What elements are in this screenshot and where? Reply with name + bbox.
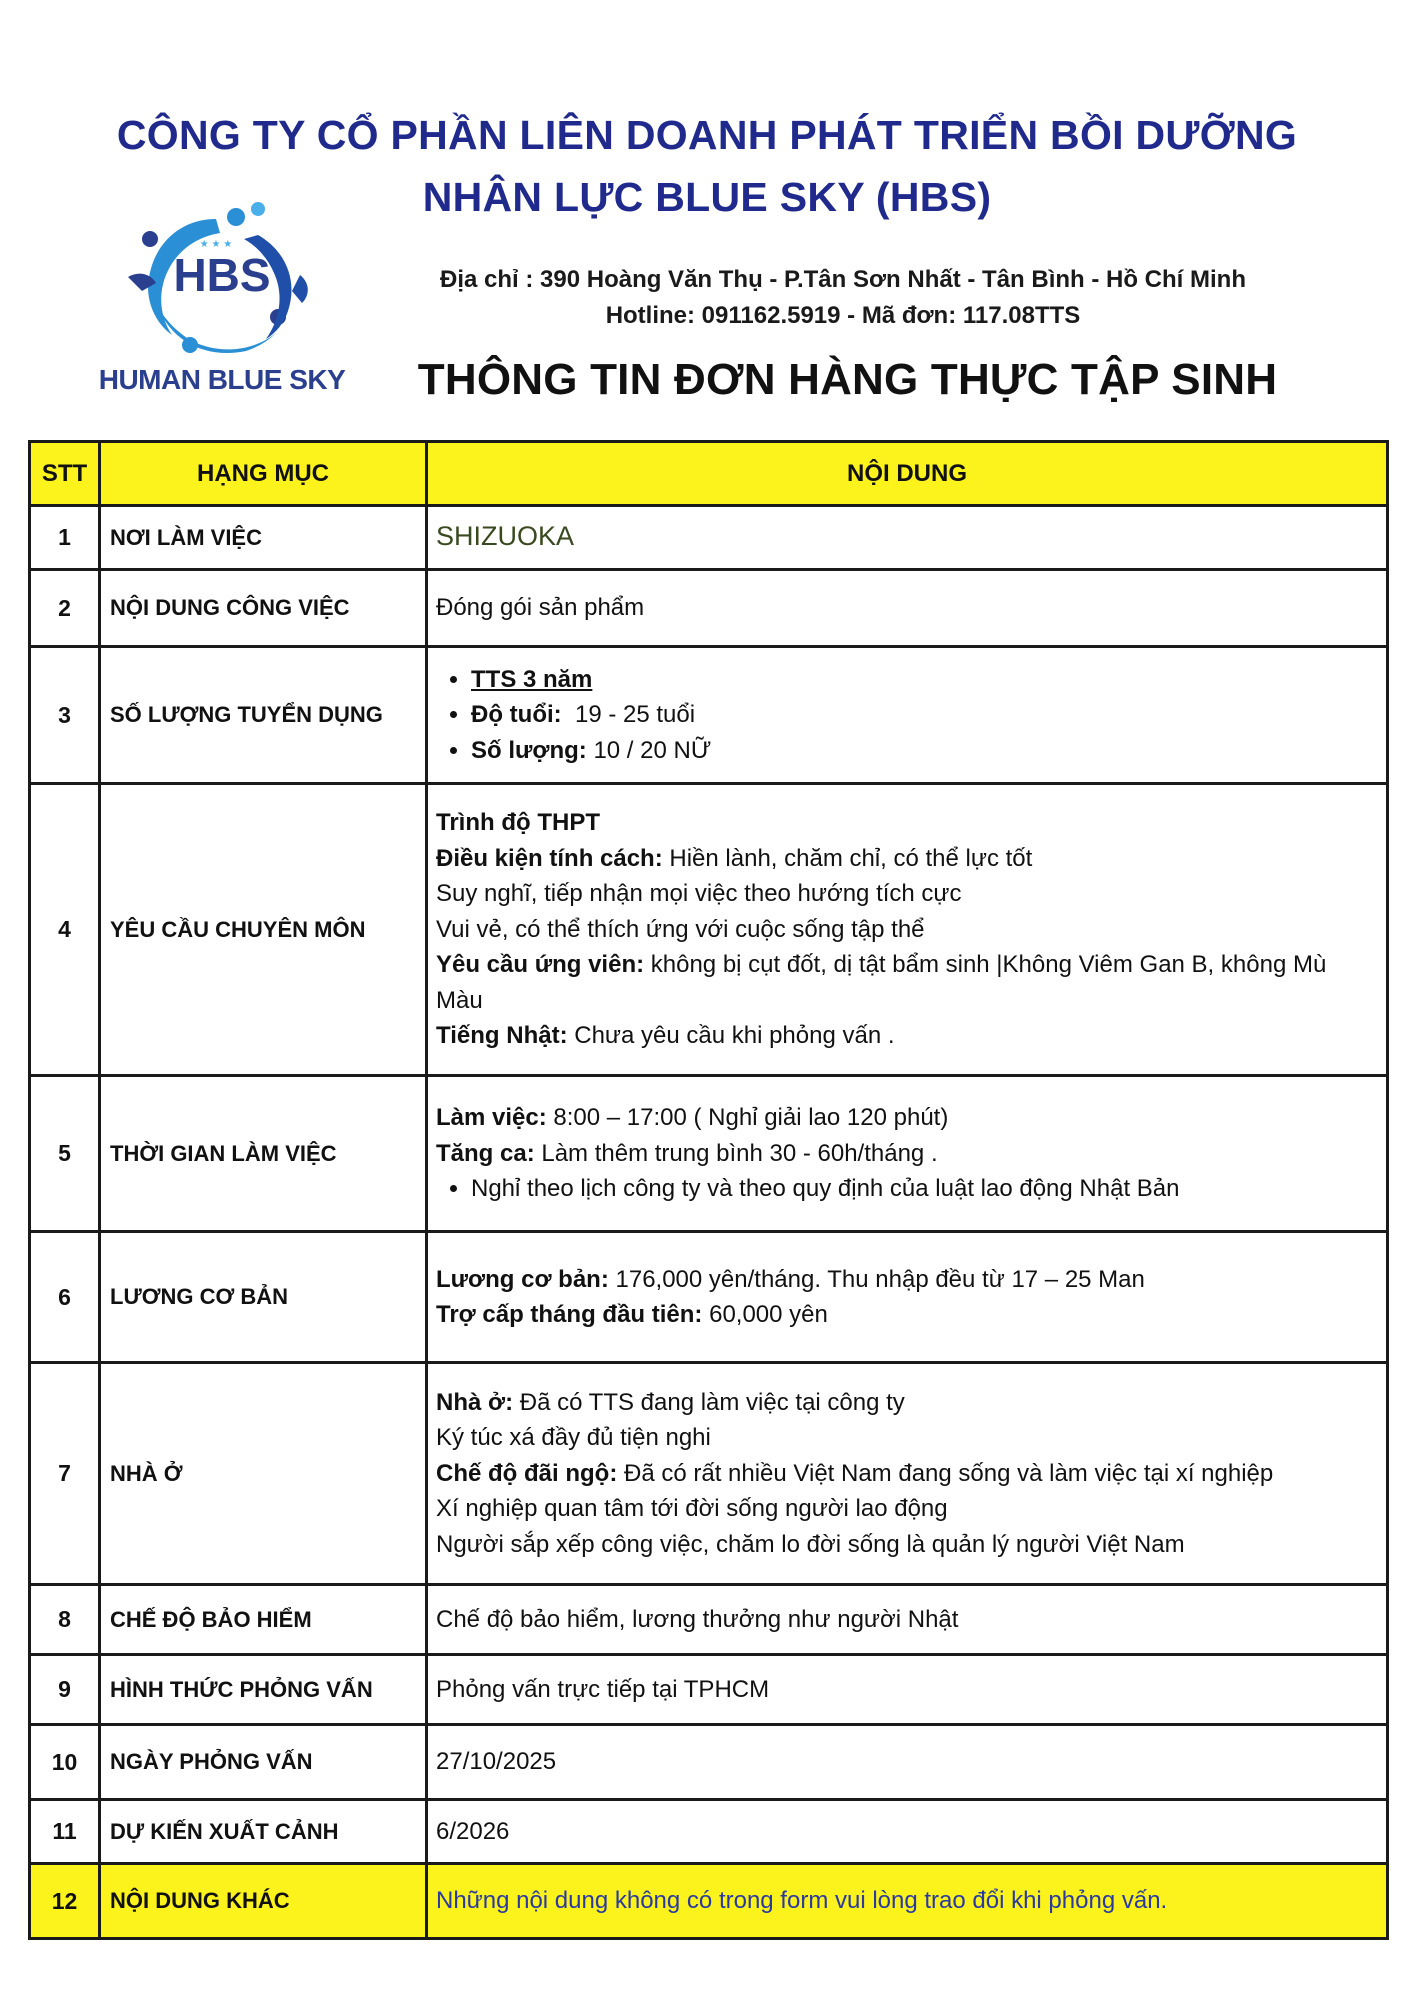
table-row [30, 1800, 1388, 1864]
table-header-row [30, 442, 1388, 506]
header-stt: STT [30, 442, 100, 506]
work-location: SHIZUOKA [436, 521, 575, 552]
row-category: THỜI GIAN LÀM VIỆC [100, 1076, 427, 1232]
row-category: NƠI LÀM VIỆC [100, 506, 427, 570]
address: Địa chỉ : 390 Hoàng Văn Thụ - P.Tân Sơn Nhất - Tân Bình - Hồ Chí Minh [440, 266, 1246, 293]
personality-value: Hiền lành, chăm chỉ, có thể lực tốt [669, 844, 1033, 872]
table-row [30, 1232, 1388, 1363]
row-number: 6 [30, 1232, 100, 1363]
company-title-line1: CÔNG TY CỔ PHẦN LIÊN DOANH PHÁT TRIỂN BỒI DƯỠNG [116, 112, 1298, 158]
benefit-label: Chế độ đãi ngộ: [436, 1459, 618, 1487]
row-content: Những nội dung không có trong form vui lòng trao đổi khi phỏng vấn. [427, 1864, 1388, 1939]
overtime-label: Tăng ca: [436, 1139, 535, 1167]
housing-label: Nhà ở: [436, 1388, 514, 1416]
leave-list [436, 1171, 1378, 1207]
row-category: YÊU CẦU CHUYÊN MÔN [100, 784, 427, 1076]
row-category: SỐ LƯỢNG TUYỂN DỤNG [100, 647, 427, 784]
row-number: 9 [30, 1655, 100, 1725]
hotline: Hotline: 091162.5919 - Mã đơn: 117.08TTS [605, 302, 1081, 329]
allowance-value: 60,000 yên [709, 1301, 828, 1328]
housing-line: Ký túc xá đầy đủ tiện nghi [436, 1424, 711, 1452]
row-content [427, 1363, 1388, 1585]
company-title-line2: NHÂN LỰC BLUE SKY (HBS) [422, 174, 992, 220]
row-category: NGÀY PHỎNG VẤN [100, 1725, 427, 1800]
list-item [471, 733, 1378, 769]
row-number: 10 [30, 1725, 100, 1800]
requirement-line: Vui vẻ, có thể thích ứng với cuộc sống tập thể [436, 915, 925, 943]
housing-line: Xí nghiệp quan tâm tới đời sống người lao động [436, 1495, 948, 1523]
age-value: 19 - 25 tuổi [574, 701, 696, 729]
education-requirement: Trình độ THPT [436, 809, 600, 837]
table-row-highlighted [30, 1864, 1388, 1939]
row-number: 11 [30, 1800, 100, 1864]
row-number: 3 [30, 647, 100, 784]
row-category: NHÀ Ở [100, 1363, 427, 1585]
logo-mark: HBS [173, 249, 271, 301]
quantity-value: 10 / 20 NỮ [593, 736, 712, 764]
row-content [427, 1232, 1388, 1363]
row-content [427, 647, 1388, 784]
row-number: 2 [30, 570, 100, 647]
requirement-line: Suy nghĩ, tiếp nhận mọi việc theo hướng tích cực [436, 880, 962, 908]
recruit-list [436, 662, 1378, 769]
row-category: HÌNH THỨC PHỎNG VẤN [100, 1655, 427, 1725]
table-row [30, 1725, 1388, 1800]
row-number: 5 [30, 1076, 100, 1232]
japanese-value: Chưa yêu cầu khi phỏng vấn . [574, 1022, 895, 1050]
row-number: 12 [30, 1864, 100, 1939]
logo-text: HUMAN BLUE SKY [98, 364, 346, 395]
table-row [30, 506, 1388, 570]
row-category: NỘI DUNG KHÁC [100, 1864, 427, 1939]
header-content: NỘI DUNG [427, 442, 1388, 506]
row-category: CHẾ ĐỘ BẢO HIỂM [100, 1585, 427, 1655]
row-content: Chế độ bảo hiểm, lương thưởng như người Nhật [427, 1585, 1388, 1655]
table-row [30, 1655, 1388, 1725]
row-content [427, 784, 1388, 1076]
age-label: Độ tuổi: [471, 701, 562, 729]
row-number: 7 [30, 1363, 100, 1585]
header-category: HẠNG MỤC [100, 442, 427, 506]
row-content: Phỏng vấn trực tiếp tại TPHCM [427, 1655, 1388, 1725]
table-row [30, 647, 1388, 784]
quantity-label: Số lượng: [471, 736, 587, 764]
row-category: DỰ KIẾN XUẤT CẢNH [100, 1800, 427, 1864]
address-block [398, 262, 1288, 334]
benefit-value: Đã có rất nhiều Việt Nam đang sống và làm việc tại xí nghiệp [623, 1459, 1274, 1487]
personality-label: Điều kiện tính cách: [436, 844, 663, 872]
table-row [30, 1363, 1388, 1585]
housing-value: Đã có TTS đang làm việc tại công ty [519, 1388, 905, 1416]
salary-label: Lương cơ bản: [436, 1265, 609, 1293]
row-number: 4 [30, 784, 100, 1076]
japanese-label: Tiếng Nhật: [436, 1022, 568, 1050]
salary-value: 176,000 yên/tháng. Thu nhập đều từ 17 – 25 Man [615, 1265, 1145, 1293]
work-hours-value: 8:00 – 17:00 ( Nghỉ giải lao 120 phút) [553, 1104, 949, 1132]
row-content: 27/10/2025 [427, 1725, 1388, 1800]
overtime-value: Làm thêm trung bình 30 - 60h/tháng . [541, 1139, 938, 1167]
program-type: TTS 3 năm [471, 665, 593, 693]
row-content: 6/2026 [427, 1800, 1388, 1864]
list-item [471, 662, 1378, 698]
list-item: • Nghỉ theo lịch công ty và theo quy định của luật lao động Nhật Bản [471, 1171, 1378, 1207]
work-hours-label: Làm việc: [436, 1104, 547, 1132]
candidate-value: không bị cụt đốt, dị tật bẩm sinh |Không Viêm Gan B, không Mù Màu [436, 951, 1327, 1014]
row-content [427, 1076, 1388, 1232]
housing-line: Người sắp xếp công việc, chăm lo đời sống là quản lý người Việt Nam [436, 1530, 1185, 1558]
order-table [28, 440, 1389, 1940]
table-row [30, 784, 1388, 1076]
row-category: NỘI DUNG CÔNG VIỆC [100, 570, 427, 647]
row-number: 1 [30, 506, 100, 570]
row-category: LƯƠNG CƠ BẢN [100, 1232, 427, 1363]
svg-text:★ ★ ★: ★ ★ ★ [199, 239, 233, 250]
table-row [30, 570, 1388, 647]
row-content: Đóng gói sản phẩm [427, 570, 1388, 647]
row-number: 8 [30, 1585, 100, 1655]
allowance-label: Trợ cấp tháng đầu tiên: [436, 1301, 703, 1328]
row-content [427, 506, 1388, 570]
document-title: THÔNG TIN ĐƠN HÀNG THỰC TẬP SINH [417, 355, 1278, 404]
candidate-label: Yêu cầu ứng viên: [436, 951, 645, 979]
table-row [30, 1585, 1388, 1655]
list-item [471, 697, 1378, 733]
table-row [30, 1076, 1388, 1232]
